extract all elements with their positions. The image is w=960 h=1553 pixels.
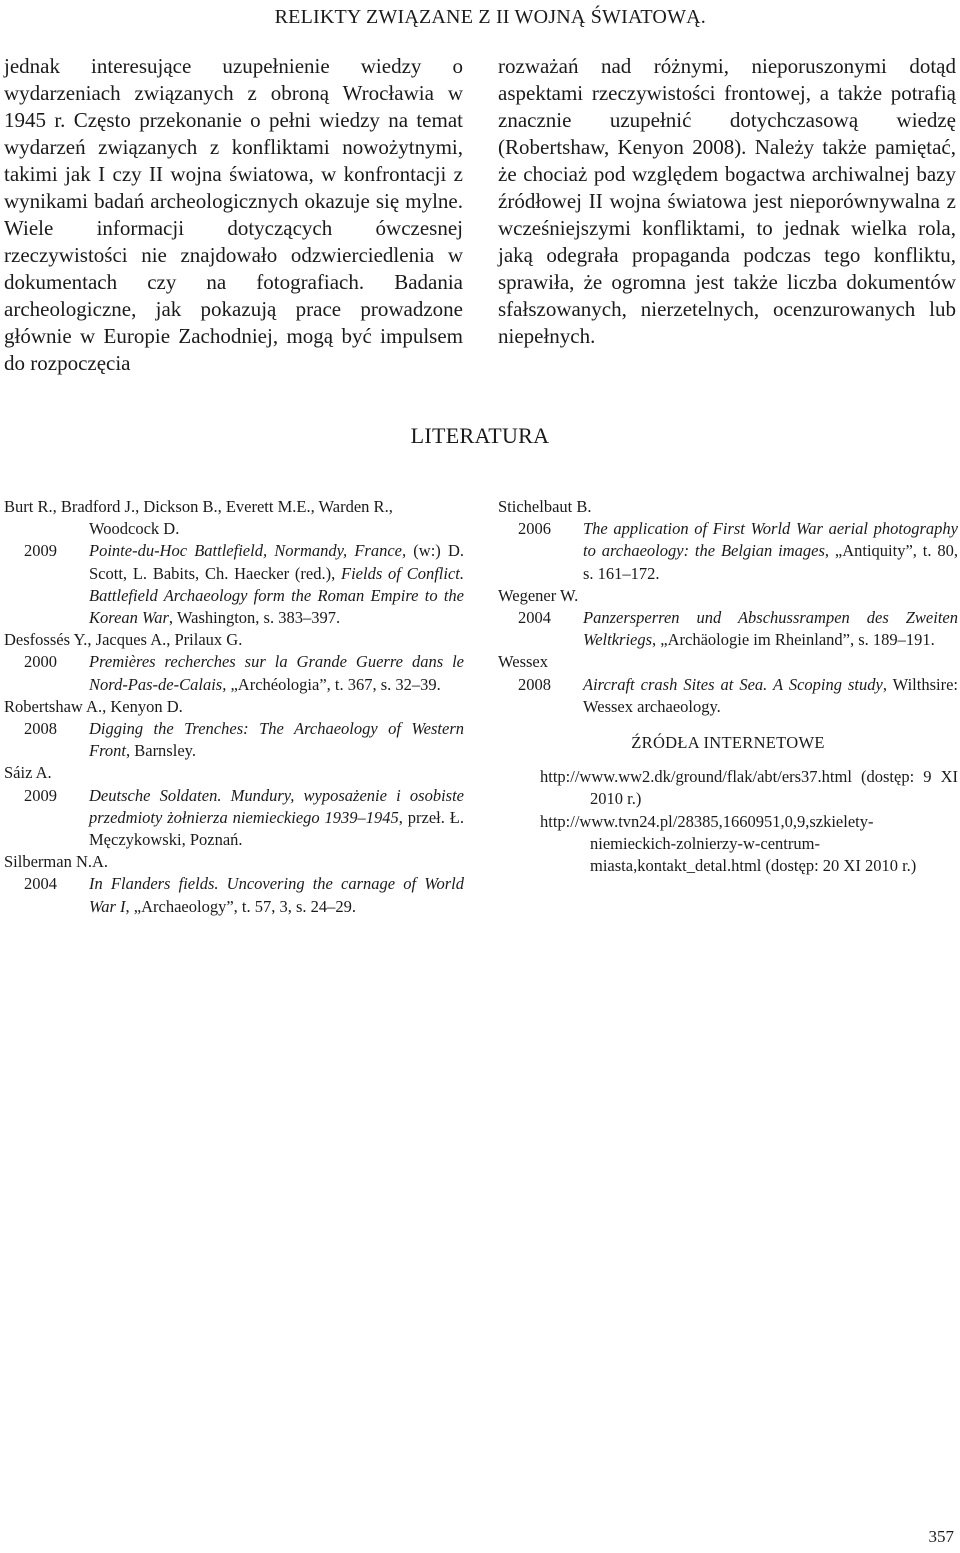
bib-author: Silberman N.A. bbox=[4, 852, 109, 872]
bib-year: 2004 bbox=[518, 608, 551, 628]
bib-text bbox=[89, 651, 464, 695]
bib-entry bbox=[4, 629, 464, 696]
page-number: 357 bbox=[928, 1527, 954, 1546]
bib-year: 2008 bbox=[24, 719, 57, 739]
internet-source-link[interactable]: http://www.ww2.dk/ground/flak/abt/ers37.html (dostęp: 9 XI 2010 r.) bbox=[540, 767, 958, 809]
bib-title: Panzersperren und Abschussrampen des Zweiten Weltkriegs bbox=[583, 608, 958, 650]
bib-title: Pointe-du-Hoc Battlefield, Normandy, France, bbox=[89, 541, 407, 561]
bib-entry bbox=[498, 496, 958, 585]
bib-author: Wegener W. bbox=[498, 585, 579, 605]
bib-author: Sáiz A. bbox=[4, 763, 52, 783]
internet-source-link[interactable]: http://www.tvn24.pl/28385,1660951,0,9,szkielety-niemieckich-zolnierzy-w-centrum-miasta,kontakt_detal.html (dostęp: 20 XI 2010 r.) bbox=[540, 811, 917, 876]
bib-title: The application of First World War aerial photography to archaeology: the Belgian images bbox=[583, 519, 958, 561]
bib-text bbox=[89, 785, 464, 852]
bib-text bbox=[583, 518, 958, 585]
bib-rest: , Barnsley. bbox=[125, 741, 196, 761]
bib-author: Stichelbaut B. bbox=[498, 497, 592, 516]
bib-entry bbox=[4, 496, 464, 629]
bib-year: 2009 bbox=[24, 785, 57, 805]
bib-entry bbox=[4, 696, 464, 763]
bib-year: 2000 bbox=[24, 652, 57, 672]
bib-rest: „Archéologia”, t. 367, s. 32–39. bbox=[226, 674, 441, 694]
bib-text bbox=[89, 873, 464, 917]
bib-text bbox=[89, 718, 464, 762]
literature-title: LITERATURA bbox=[410, 423, 550, 448]
bib-text bbox=[583, 607, 958, 651]
bibliography-column-right bbox=[498, 496, 958, 877]
bib-title: Digging the Trenches: The Archaeology of Western Front bbox=[89, 719, 464, 761]
bib-author: Burt R., Bradford J., Dickson B., Everett M.E., Warden R., bbox=[4, 497, 393, 516]
bib-text bbox=[89, 540, 464, 629]
bib-text bbox=[583, 674, 958, 718]
bib-year: 2006 bbox=[518, 519, 551, 539]
bib-year: 2004 bbox=[24, 874, 57, 894]
bib-year: 2009 bbox=[24, 541, 57, 561]
bib-rest: , „Archaeology”, t. 57, 3, s. 24–29. bbox=[125, 896, 357, 916]
body-column-left: jednak interesujące uzupełnienie wiedzy o wydarzeniach związanych z obroną Wrocławia w 1945 r. Często przekonanie o pełni wiedzy na temat wydarzeń związanych z konfliktami nowożytnymi, takimi jak I czy II wojna światowa, w konfrontacji z wynikami badań archeologicznych okazuje się mylne. Wiele informacji dotyczących ówczesnej rzeczywistości nie znajdowało odzwierciedlenia w dokumentach czy na fotografiach. Badania archeologiczne, jak pokazują prace prowadzone głównie w Europie Zachodniej, mogą być impulsem do rozpoczęcia bbox=[4, 54, 463, 375]
internet-sources-title: ŹRÓDŁA INTERNETOWE bbox=[631, 733, 825, 753]
running-title: RELIKTY ZWIĄZANE Z II WOJNĄ ŚWIATOWĄ. bbox=[274, 6, 706, 28]
bib-rest: , przeł. Ł. Męczykowski, Poznań. bbox=[89, 807, 464, 850]
bib-rest: , „Antiquity”, t. 80, s. 161–172. bbox=[583, 541, 959, 583]
bib-author: Wessex bbox=[498, 652, 548, 672]
bib-title: Deutsche Soldaten. Mundury, wyposażenie i osobiste przedmioty żołnierza niemieckiego 1939–1945 bbox=[89, 785, 464, 827]
body-column-right: rozważań nad różnymi, nieporuszonymi dotąd aspektami rzeczywistości frontowej, a także potrafią znacznie uzupełnić dotychczasową wiedzę (Robertshaw, Kenyon 2008). Należy także pamiętać, że chociaż pod względem bogactwa archiwalnej bazy źródłowej II wojna światowa jest nieporównywalna z wcześniejszymi konfliktami, to jednak wielka rola, jaką odegrała propaganda podczas tego konfliktu, sprawiła, że ogromna jest także liczba dokumentów sfałszowanych, nierzetelnych, ocenzurowanych lub niepełnych. bbox=[498, 54, 956, 348]
bib-author: Robertshaw A., Kenyon D. bbox=[4, 696, 183, 716]
bib-title: Premières recherches sur la Grande Guerre dans le Nord-Pas-de-Calais, bbox=[89, 652, 464, 694]
bib-entry bbox=[498, 585, 958, 652]
bib-rest: , „Archäologie im Rheinland”, s. 189–191. bbox=[652, 630, 935, 650]
bib-entry bbox=[498, 651, 958, 718]
bibliography-column-left bbox=[4, 496, 464, 918]
bib-rest: (w:) D. Scott, L. Babits, Ch. Haecker (red.), bbox=[89, 541, 465, 583]
bib-title-2: Fields of Conflict. Battlefield Archaeology form the Roman Empire to the Korean War bbox=[89, 563, 464, 628]
bib-rest: , Wilthsire: Wessex archaeology. bbox=[583, 674, 958, 716]
bib-entry bbox=[4, 762, 464, 851]
bib-author-continued: Woodcock D. bbox=[89, 519, 180, 539]
bib-title: Aircraft crash Sites at Sea. A Scoping study bbox=[583, 674, 883, 694]
bib-year: 2008 bbox=[518, 674, 551, 694]
bib-author: Desfossés Y., Jacques A., Prilaux G. bbox=[4, 630, 243, 650]
bib-rest-2: , Washington, s. 383–397. bbox=[168, 608, 341, 628]
bib-entry bbox=[4, 851, 464, 918]
bib-title: In Flanders fields. Uncovering the carnage of World War I bbox=[89, 874, 464, 916]
